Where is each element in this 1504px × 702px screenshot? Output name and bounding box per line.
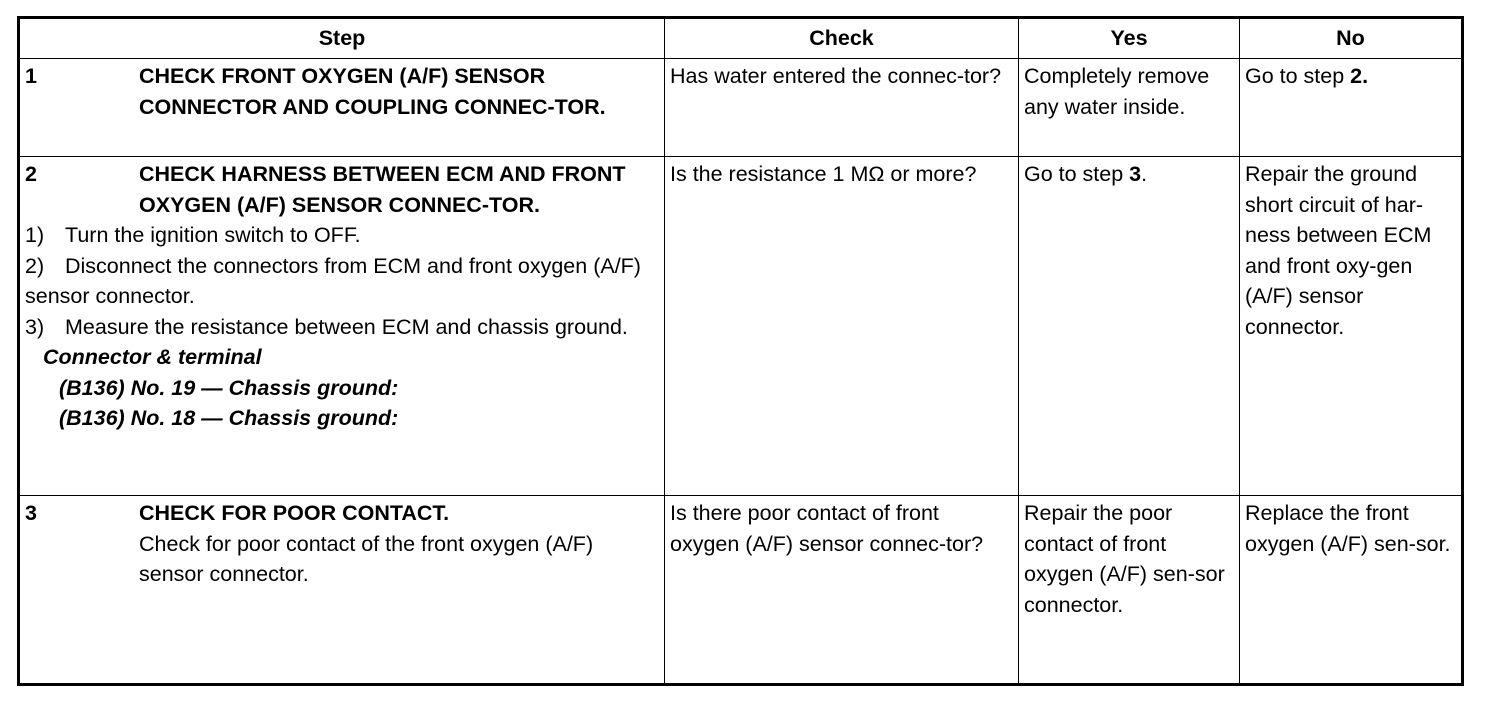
- no-text: Go to step: [1245, 64, 1351, 88]
- substep-index: 1): [25, 223, 45, 247]
- header-no: No: [1240, 18, 1463, 59]
- step-cell: [19, 496, 665, 685]
- yes-cell: Completely remove any water inside.: [1019, 59, 1240, 157]
- no-cell: Replace the front oxygen (A/F) sen-sor.: [1240, 496, 1463, 685]
- no-cell: [1240, 59, 1463, 157]
- step-number: 1: [25, 64, 37, 88]
- yes-cell: [1019, 157, 1240, 496]
- step-title: CHECK HARNESS BETWEEN ECM AND FRONT OXYGEN (A/F) SENSOR CONNEC-TOR.: [139, 162, 626, 217]
- check-cell: Is there poor contact of front oxygen (A/F) sensor connec-tor?: [665, 496, 1019, 685]
- substep-text: Turn the ignition switch to OFF.: [65, 223, 361, 247]
- connector-item: (B136) No. 18 — Chassis ground:: [59, 406, 399, 430]
- connector-label: Connector & terminal: [43, 345, 262, 369]
- yes-suffix: .: [1141, 162, 1148, 186]
- diagnostic-table: [17, 16, 1464, 686]
- table-row: [19, 59, 1463, 157]
- step-number: 2: [25, 162, 37, 186]
- substep-text: Disconnect the connectors from ECM and front oxygen (A/F) sensor connector.: [25, 253, 641, 308]
- step-title: CHECK FOR POOR CONTACT.: [139, 501, 450, 525]
- step-number: 3: [25, 501, 37, 525]
- header-yes: Yes: [1019, 18, 1240, 59]
- step-body-text: Check for poor contact of the front oxygen (A/F) sensor connector.: [139, 531, 594, 586]
- connector-item: (B136) No. 19 — Chassis ground:: [59, 375, 399, 400]
- yes-text: Go to step: [1024, 162, 1130, 186]
- check-cell: Is the resistance 1 MΩ or more?: [665, 157, 1019, 496]
- table-row: [19, 157, 1463, 496]
- step-title: CHECK FRONT OXYGEN (A/F) SENSOR CONNECTOR AND COUPLING CONNEC-TOR.: [139, 64, 606, 119]
- substep-index: 3): [25, 314, 45, 339]
- header-check: Check: [665, 18, 1019, 59]
- header-step: Step: [19, 18, 665, 59]
- step-ref: 3: [1129, 162, 1142, 186]
- header-row: [19, 18, 1463, 59]
- step-ref: 2.: [1350, 64, 1369, 88]
- substep: [25, 312, 659, 343]
- no-cell: Repair the ground short circuit of har-ness between ECM and front oxy-gen (A/F) sensor connector.: [1240, 157, 1463, 496]
- step-cell: [19, 157, 665, 496]
- table-row: [19, 496, 1463, 685]
- check-cell: Has water entered the connec-tor?: [665, 59, 1019, 157]
- substep-index: 2): [25, 253, 45, 278]
- yes-cell: Repair the poor contact of front oxygen (A/F) sen-sor connector.: [1019, 496, 1240, 685]
- step-cell: [19, 59, 665, 157]
- substep-text: Measure the resistance between ECM and chassis ground.: [65, 314, 628, 339]
- substep: [25, 220, 659, 251]
- substep: [25, 251, 659, 312]
